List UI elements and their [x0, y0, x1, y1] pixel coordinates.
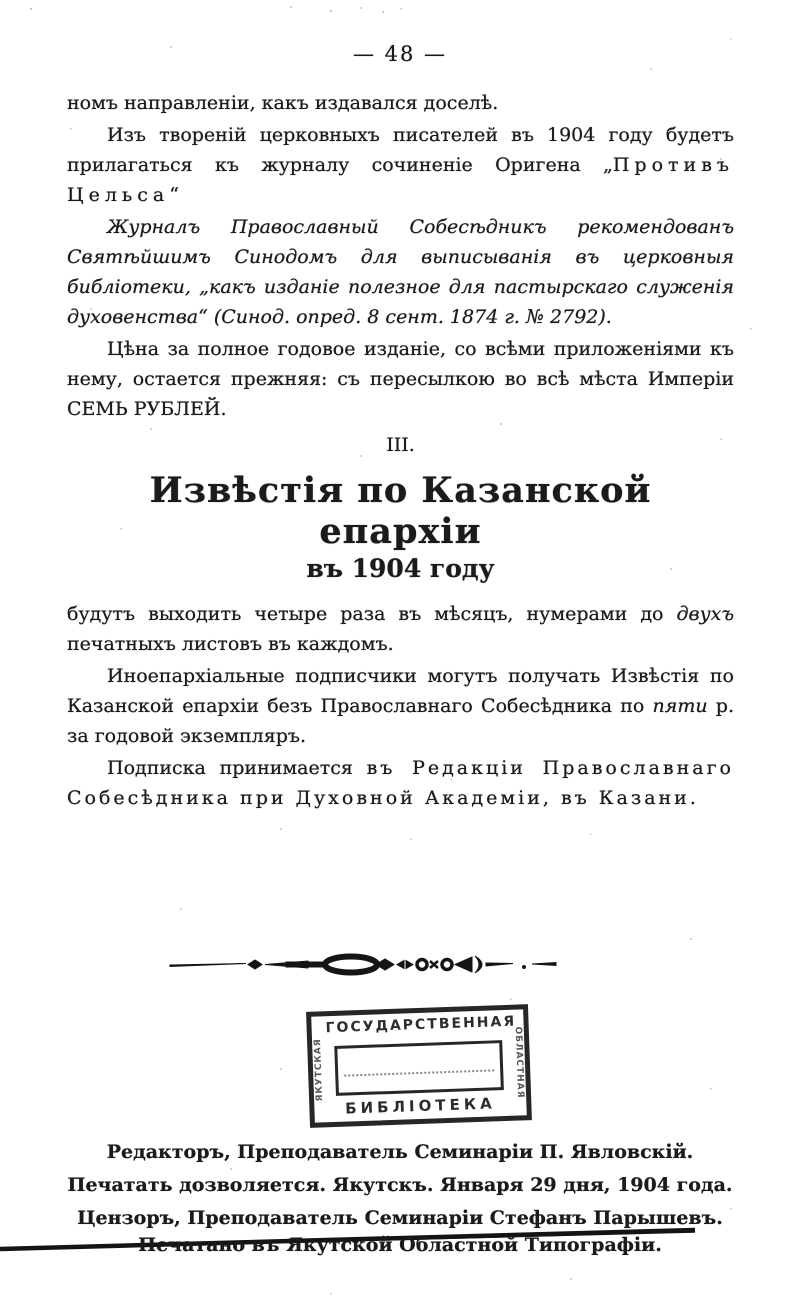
paragraph-text: Изъ твореній церковныхъ писателей въ 1904 году будетъ прилагаться къ журналу сочиненіе Оригена „	[67, 124, 734, 176]
paragraph-text: Подписка принимается	[107, 757, 367, 779]
ornament-divider-icon	[168, 950, 558, 978]
paragraph-text: р. за годовой экземпляръ.	[67, 695, 734, 747]
stamp-dotted-line	[344, 1069, 494, 1076]
paragraph-out-of-diocese	[67, 661, 734, 751]
paragraph-price	[67, 334, 734, 424]
paragraph-text: печатныхъ листовъ въ каждомъ.	[67, 633, 394, 655]
section-number: III.	[386, 434, 415, 456]
paragraph-text: будутъ выходить четыре раза въ мѣсяцъ, нумерами до	[67, 603, 677, 625]
section-subtitle: въ 1904 году	[306, 554, 495, 583]
section-title: Извѣстія по Казанской епархіи	[149, 470, 652, 552]
page-number: — 48 —	[352, 42, 448, 66]
emphasized-word: пяти	[652, 695, 708, 717]
spaced-title-text: Противъ Цельса	[67, 154, 734, 206]
colophon-editor-line: Редакторъ, Преподаватель Семинаріи П. Явловскій.	[106, 1141, 694, 1163]
spaced-address-text: въ Редакціи Православнаго Собесѣдника при Духовной Академіи, въ Казани.	[67, 757, 734, 809]
paragraph-text: Цѣна за полное годовое изданіе, со всѣми приложеніями къ нему, остается прежняя: съ пересылкою во всѣ мѣста Имперіи СЕМЬ РУБЛЕЙ.	[67, 338, 734, 420]
paragraph-origen	[67, 120, 734, 210]
stamp-inner-box	[334, 1040, 504, 1096]
paragraph-text: Иноепархіальные подписчики могутъ получать Извѣстія по Казанской епархіи безъ Православнаго Собесѣдника по	[67, 665, 734, 717]
colophon-permission-line: Печатать дозволяется. Якутскъ. Января 29 дня, 1904 года.	[67, 1174, 733, 1196]
stamp-top-text: ГОСУДАРСТВЕННАЯ	[325, 1013, 517, 1037]
stamp-right-vertical-text: ОБЛАСТНАЯ	[512, 1026, 526, 1099]
colophon	[40, 1136, 760, 1235]
paragraph-text: “	[169, 184, 179, 206]
colophon-censor-line: Цензоръ, Преподаватель Семинаріи Стефанъ Парышевъ.	[77, 1207, 723, 1229]
library-stamp	[306, 1004, 532, 1128]
paragraph-synod-recommendation	[67, 212, 734, 332]
ornament-divider	[168, 950, 558, 978]
paragraph-continuation	[67, 88, 734, 118]
scan-noise	[30, 8, 32, 10]
text-column	[67, 88, 734, 815]
paragraph-frequency	[67, 599, 734, 659]
paragraph-text: Журналъ Православный Собесѣдникъ рекомендованъ Святѣйшимъ Синодомъ для выписыванія въ церковныя библіотеки, „какъ изданіе полезное для пастырскаго служенія духовенства“ (Синод. опред. 8 сент. 1874 г. № 2792).	[67, 216, 734, 328]
imprint-line: Печатано въ Якутской Областной Типографіи.	[138, 1234, 662, 1256]
paragraph-subscription	[67, 753, 734, 813]
stamp-bottom-text: БИБЛІОТЕКА	[344, 1094, 496, 1118]
paragraph-text: номъ направленіи, какъ издавался доселѣ.	[67, 92, 499, 114]
emphasized-word: двухъ	[676, 603, 734, 625]
stamp-left-vertical-text: ЯКУТСКАЯ	[312, 1037, 326, 1102]
